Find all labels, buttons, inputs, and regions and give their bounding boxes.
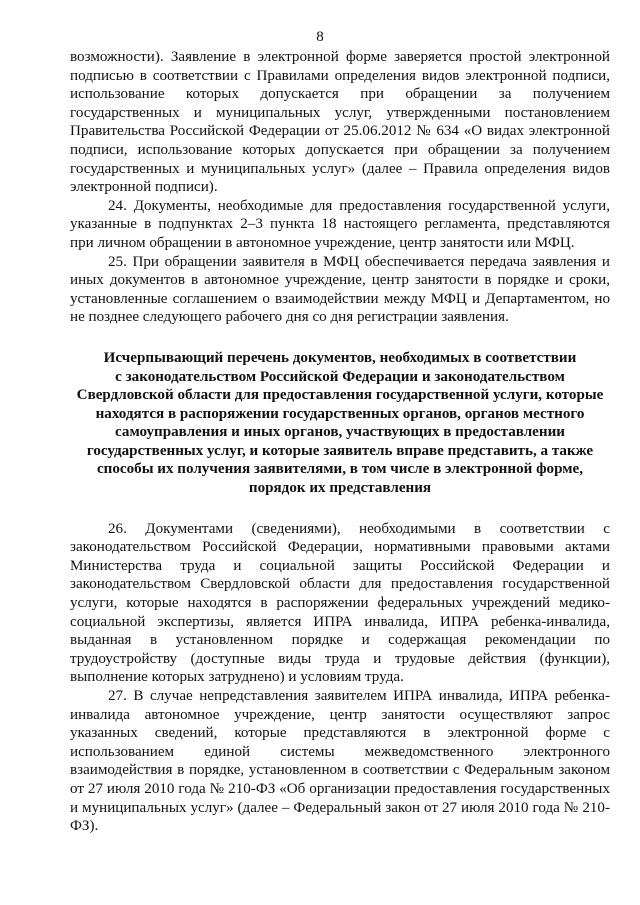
heading-line: Свердловской области для предоставления государственной услуги, которые [76, 387, 604, 404]
page-number: 8 [316, 29, 324, 45]
heading-line: находятся в распоряжении государственных органов, органов местного [95, 405, 585, 422]
heading-line: Исчерпывающий перечень документов, необходимых в соответствии [103, 349, 577, 366]
section-heading [70, 349, 610, 498]
paragraph-24: 24. Документы, необходимые для предоставления государственной услуги, указанные в подпунктах 2–3 пункта 18 настоящего регламента, представляются при личном обращении в автономное учреждение, центр занятости или МФЦ. [70, 197, 610, 251]
heading-line: порядок их представления [248, 480, 432, 497]
paragraph-26: 26. Документами (сведениями), необходимыми в соответствии с законодательством Российской Федерации, нормативными правовыми актами Министерства труда и социальной защиты Российской Федерации и законодательством Свердловской области для предоставления государственной услуги, которые находятся в распоряжении федеральных учреждений медико-социальной экспертизы, является ИПРА инвалида, ИПРА ребенка-инвалида, выданная в установленном порядке и содержащая рекомендации по трудоустройству (доступные виды труда и трудовые действия (функции), выполнение которых затруднено) и условиям труда. [70, 520, 610, 686]
paragraph-continuation: возможности). Заявление в электронной форме заверяется простой электронной подписью в соответствии с Правилами определения видов электронной подписи, использование которых допускается при обращении за получением государственных и муниципальных услуг, утвержденными постановлением Правительства Российской Федерации от 25.06.2012 № 634 «О видах электронной подписи, использование которых допускается при обращении за получением государственных и муниципальных услуг» (далее – Правила определения видов электронной подписи). [70, 49, 610, 196]
heading-line: способы их получения заявителями, в том числе в электронной форме, [96, 461, 583, 478]
document-body [70, 48, 610, 836]
heading-line: самоуправления и иных органов, участвующих в предоставлении [115, 424, 565, 441]
paragraph-25: 25. При обращении заявителя в МФЦ обеспечивается передача заявления и иных документов в автономное учреждение, центр занятости в порядке и сроки, установленные соглашением о взаимодействии между МФЦ и Департаментом, но не позднее следующего рабочего дня со дня регистрации заявления. [70, 253, 610, 326]
heading-line: с законодательством Российской Федерации и законодательством [115, 368, 565, 385]
heading-line: государственных услуг, и которые заявитель вправе представить, а также [86, 442, 594, 459]
paragraph-27: 27. В случае непредставления заявителем ИПРА инвалида, ИПРА ребенка-инвалида автономное учреждение, центр занятости осуществляют запрос указанных сведений, которые представляются в электронной форме с использованием единой системы межведомственного электронного взаимодействия в порядке, установленном в соответствии с Федеральным законом от 27 июля 2010 года № 210-ФЗ «Об организации предоставления государственных и муниципальных услуг» (далее – Федеральный закон от 27 июля 2010 года № 210-ФЗ). [70, 688, 610, 835]
